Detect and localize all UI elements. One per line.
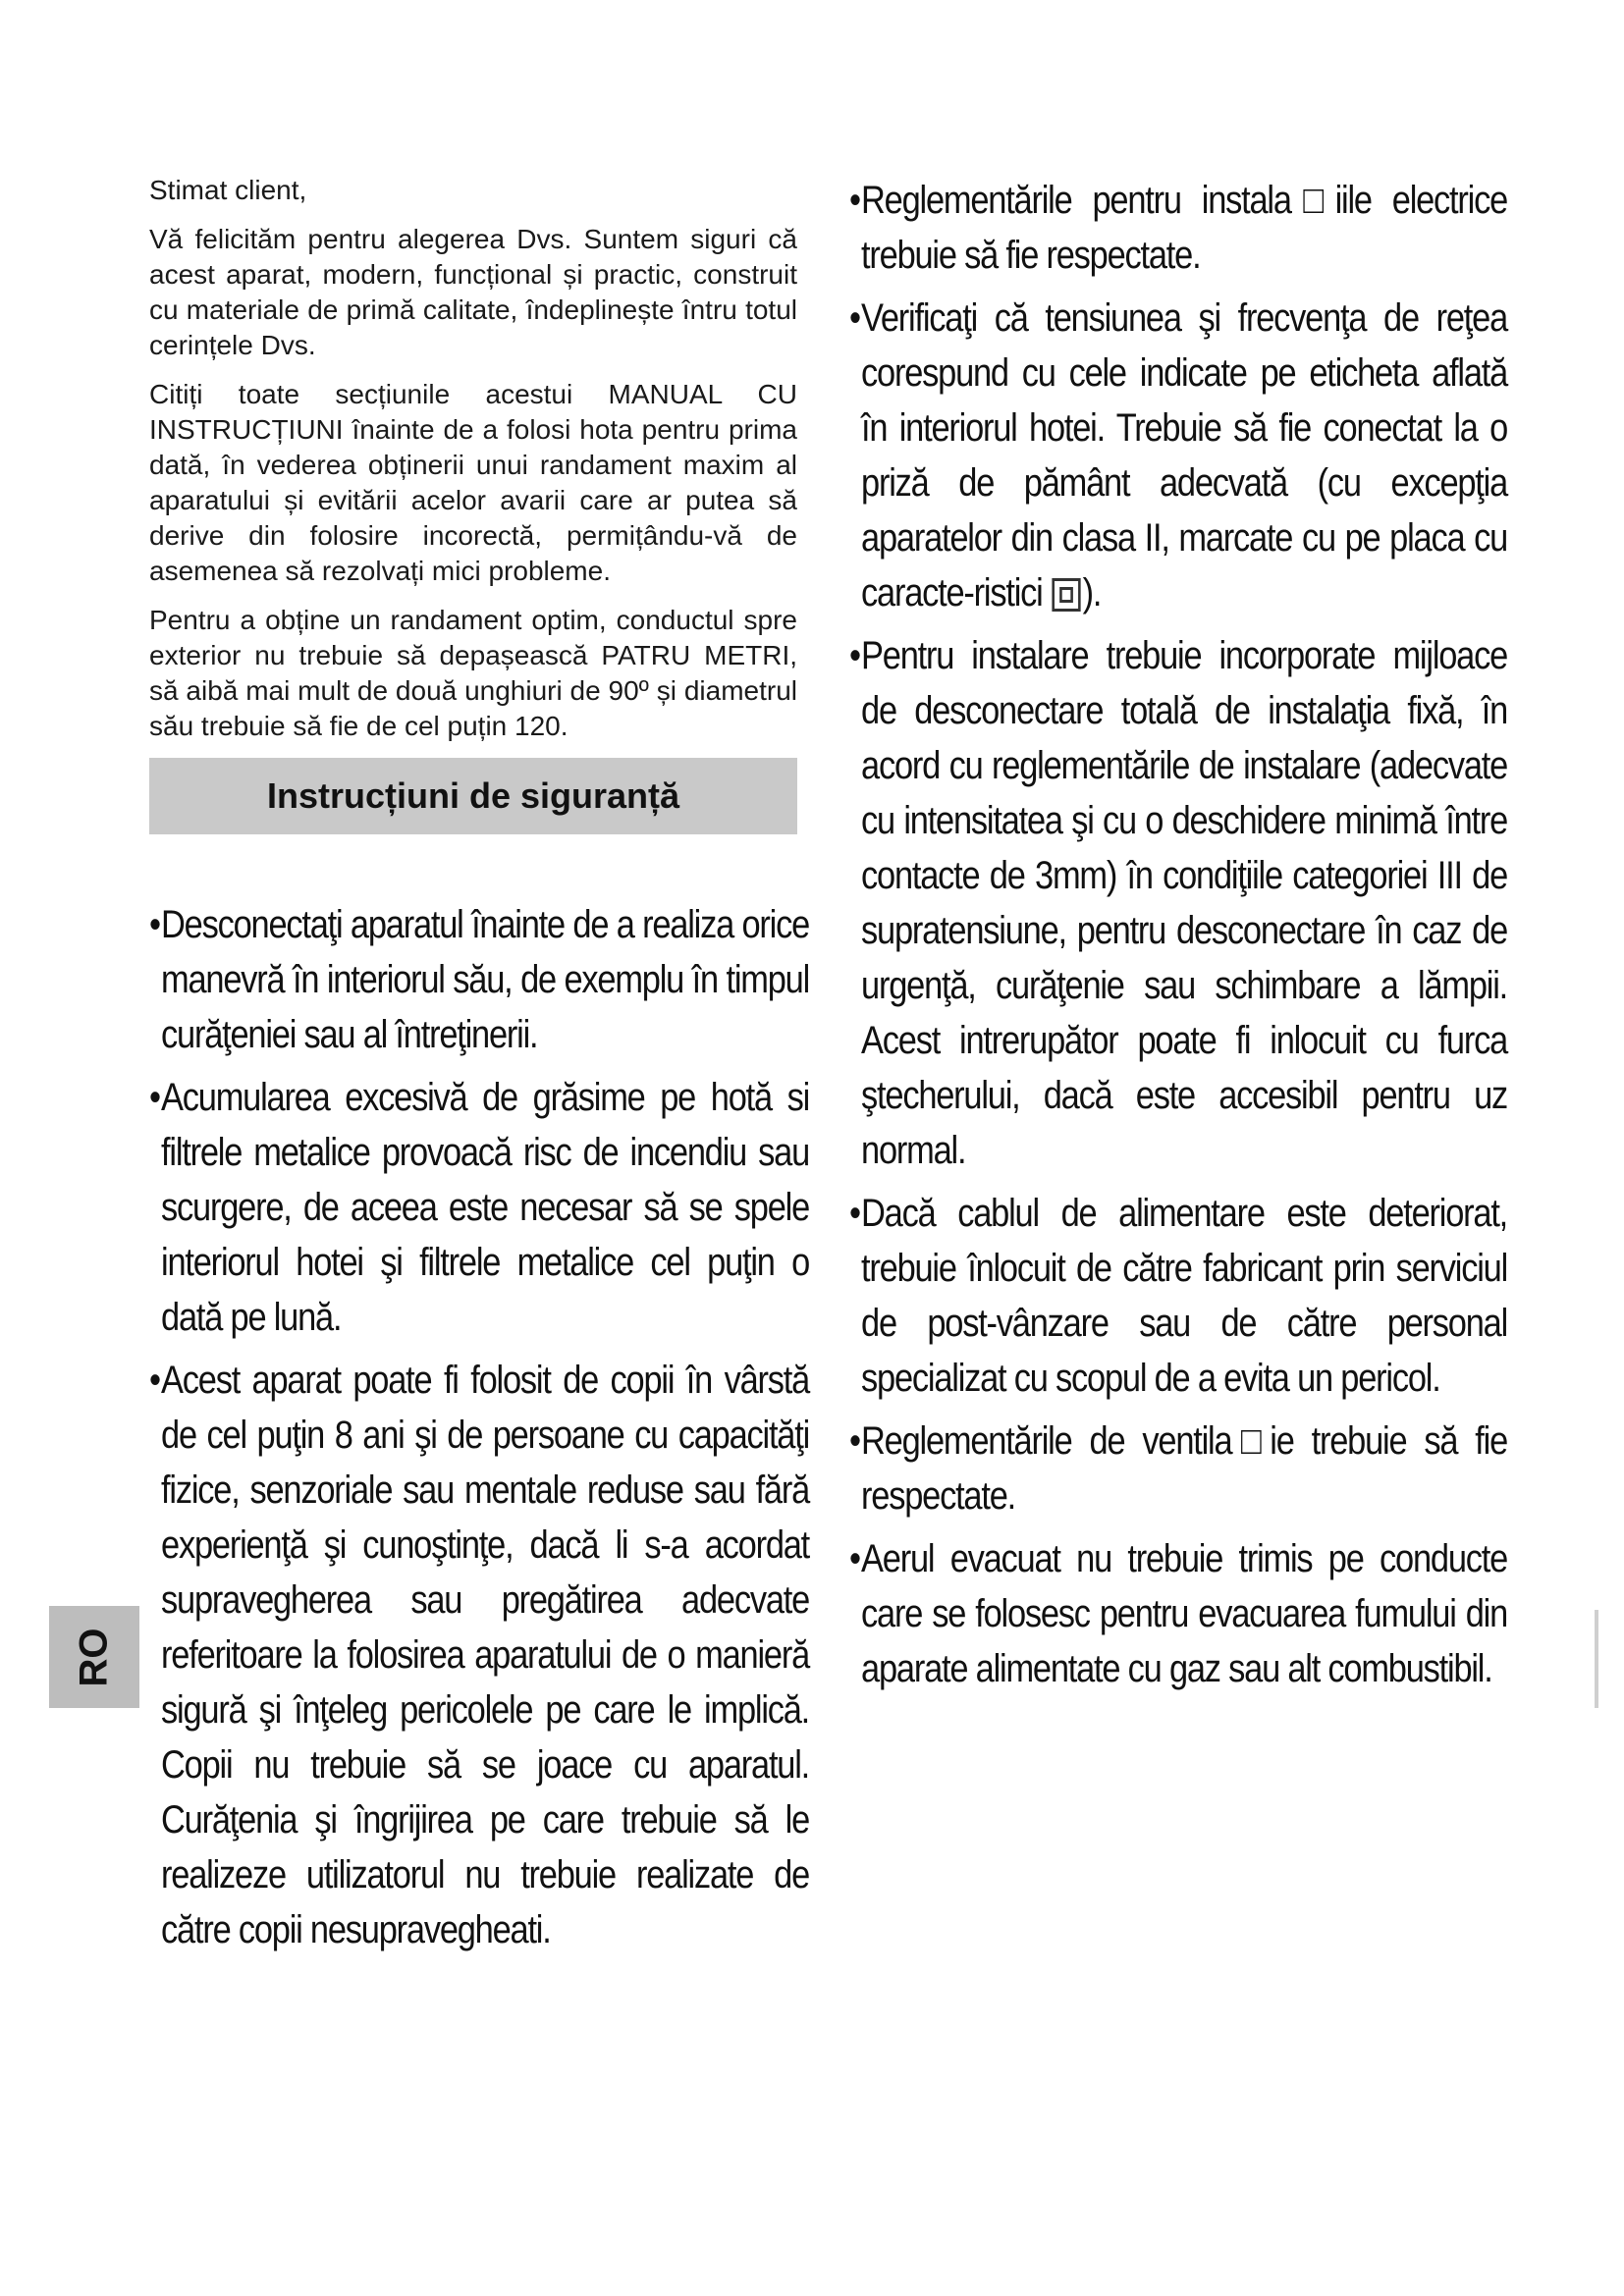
bullet-item <box>849 1186 1507 1406</box>
language-tab <box>49 1606 139 1708</box>
safety-section-header <box>149 758 797 834</box>
bullet-dot: • <box>849 296 860 340</box>
bullet-text: Desconectaţi aparatul înainte de a realiza orice manevră în interiorul său, de exemplu în timpul curăţeniei sau al întreţinerii. <box>161 903 810 1056</box>
left-column <box>149 173 810 1965</box>
bullet-item <box>149 897 809 1062</box>
intro-paragraph-1: Vă felicităm pentru alegerea Dvs. Suntem siguri că acest aparat, modern, funcțional și practic, construit cu materiale de primă calitate, îndeplinește întru totul cerințele Dvs. <box>149 224 797 360</box>
bullet-text: Verificaţi că tensiunea şi frecvenţa de reţea corespund cu cele indicate pe eticheta aflată în interiorul hotei. Trebuie să fie conectat la o priză de pământ adecvată (cu excepţia aparatelor din clasa II, marcate cu pe placa cu caracte-ristici <box>861 296 1508 614</box>
intro-paragraph-2: Citiți toate secțiunile acestui MANUAL CU INSTRUCȚIUNI înainte de a folosi hota pentru prima dată, în vederea obținerii unui randament maxim al aparatului și evitării acelor avarii care ar putea să derive din folosire incorectă, permițându-vă de asemenea să rezolvați mici probleme. <box>149 379 797 586</box>
bullet-dot: • <box>149 903 160 946</box>
right-column <box>849 173 1508 1704</box>
bullet-dot: • <box>849 179 860 222</box>
bullet-text-end: ). <box>1082 571 1102 614</box>
bullet-item <box>849 1531 1507 1696</box>
section-title: Instrucțiuni de siguranță <box>266 775 680 816</box>
language-code: RO <box>72 1628 116 1686</box>
bullet-text: Reglementările de ventila□ie trebuie să fie respectate. <box>861 1419 1508 1518</box>
bullet-text: Acumularea excesivă de grăsime pe hotă si filtrele metalice provoacă risc de incendiu sau scurgere, de aceea este necesar să se spele interiorul hotei şi filtrele metalice cel puţin o dată pe lună. <box>161 1076 810 1339</box>
intro-text <box>149 173 797 744</box>
bullet-dot: • <box>849 1192 860 1235</box>
bullet-dot: • <box>149 1359 160 1402</box>
double-square-icon <box>1053 578 1081 612</box>
bullet-dot: • <box>149 1076 160 1119</box>
bullet-item <box>849 173 1507 283</box>
bullet-dot: • <box>849 1537 860 1580</box>
greeting: Stimat client, <box>149 175 307 205</box>
intro-paragraph-3: Pentru a obține un randament optim, conductul spre exterior nu trebuie să depașească PATRU METRI, să aibă mai mult de două unghiuri de 90º și diametrul său trebuie să fie de cel puțin 120. <box>149 605 797 741</box>
bullet-item <box>849 1414 1507 1523</box>
bullet-item <box>849 628 1507 1178</box>
bullet-text: Dacă cablul de alimentare este deteriorat, trebuie înlocuit de către fabricant prin serviciul de post-vânzare sau de către personal specializat cu scopul de a evita un pericol. <box>861 1192 1508 1400</box>
bullet-text: Pentru instalare trebuie incorporate mijloace de desconectare totală de instalaţia fixă, în acord cu reglementările de instalare (adecvate cu intensitatea şi cu o deschidere minimă între contacte de 3mm) în condiţiile categoriei III de supratensiune, pentru desconectare în caz de urgenţă, curăţenie sau schimbare a lămpii. Acest intrerupător poate fi inlocuit cu furca ştecherului, dacă este accesibil pentru uz normal. <box>861 634 1508 1172</box>
bullet-item <box>149 1353 809 1957</box>
bullet-item <box>149 1070 809 1345</box>
page-edge-mark <box>1595 1610 1598 1708</box>
bullet-text: Reglementările pentru instala□iile electrice trebuie să fie respectate. <box>861 179 1508 277</box>
bullet-item <box>849 291 1507 620</box>
bullet-text: Acest aparat poate fi folosit de copii în vârstă de cel puţin 8 ani şi de persoane cu capacităţi fizice, senzoriale sau mentale reduse sau fără experienţă şi cunoştinţe, dacă li s-a acordat supravegherea sau pregătirea adecvate referitoare la folosirea aparatului de o manieră sigură şi înţeleg pericolele pe care le implică. Copii nu trebuie să se joace cu aparatul. Curăţenia şi îngrijirea pe care trebuie să le realizeze utilizatorul nu trebuie realizate de către copii nesupravegheati. <box>161 1359 810 1951</box>
bullet-dot: • <box>849 634 860 677</box>
bullet-text: Aerul evacuat nu trebuie trimis pe conducte care se folosesc pentru evacuarea fumului din aparate alimentate cu gaz sau alt combustibil. <box>861 1537 1508 1690</box>
bullet-dot: • <box>849 1419 860 1463</box>
